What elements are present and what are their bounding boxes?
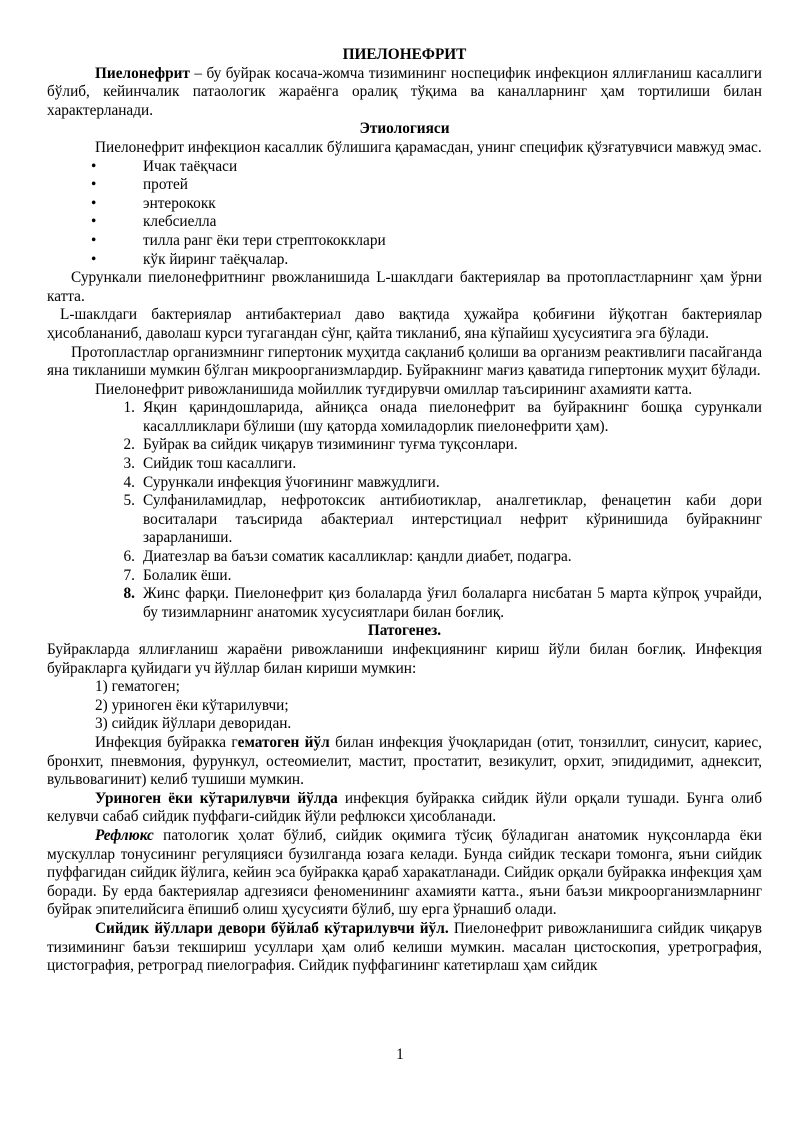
wall-route-term: Сийдик йўллари девори бўйлаб кўтарилувчи йўл. — [95, 919, 449, 937]
reflux-term: Рефлюкс — [95, 826, 154, 844]
list-item: 7. Болалик ёши. — [123, 566, 232, 584]
protoplast-paragraph: Протопластлар организмнинг гипертоник муҳитда сақланиб қолиши ва организм реактивлиги пасайганда яна тикланиши мумкин бўлган микроорганизмлардир. Буйракнинг мағиз қаватида гипертоник муҳит бўлади. — [47, 343, 762, 380]
hematogenous-term: ематоген йўл — [237, 733, 330, 751]
etiology-lead: Пиелонефрит инфекцион касаллик бўлишига қарамасдан, унинг специфик қўзғатувчиси мавжуд эмас. — [95, 138, 762, 156]
etiology-heading: Этиологияси — [359, 120, 450, 138]
routes-list — [47, 678, 762, 734]
list-item: • клебсиелла — [91, 213, 217, 231]
l-forms-detail-paragraph: L-шаклдаги бактериялар антибактериал даво вақтида ҳужайра қобиғини йўқотган бактериялар ҳисоблананиб, даволаш курси тугагандан сўнг, қайта тикланиб, яна кўпайиш ҳусусиятига эга бўлади. — [47, 306, 762, 342]
list-item: 3) сийдик йўллари деворидан. — [95, 715, 292, 733]
pathogen-list — [47, 158, 762, 270]
wall-route-paragraph: Сийдик йўллари девори бўйлаб кўтарилувчи йўл. Пиелонефрит ривожланишига сийдик чиқарув тизимининг баъзи текшириш усуллари ҳам олиб келиши мумкин. масалан цистоскопия, уретрография, цистография, ретроград пиелография. Сийдик пуффагининг катетирлаш ҳам сийдик — [47, 919, 762, 975]
risk-factors-lead: Пиелонефрит ривожланишида мойиллик туғдирувчи омиллар таъсирининг ахамияти катта. — [95, 380, 693, 398]
hematogenous-paragraph: Инфекция буйракка гематоген йўл билан инфекция ўчоқларидан (отит, тонзиллит, синусит, кариес, бронхит, пневмония, фурункул, остеомиелит, мастит, простатит, везикулит, орхит, эпидидимит, аднексит, вульвовагинит) келиб тушиши мумкин. — [47, 733, 762, 789]
list-item: 2. Буйрак ва сийдик чиқарув тизимининг туғма туқсонлари. — [123, 436, 518, 454]
list-item: 1) гематоген; — [95, 678, 180, 696]
list-item: 4. Сурункали инфекция ўчоғининг мавжудлиги. — [123, 473, 440, 491]
list-item: 5. Сулфаниламидлар, нефротоксик антибиотиклар, аналгетиклар, фенацетин каби дори воситалари таъсирида абактериал интерстициал нефрит кўринишида буйракнинг зарарланиши. — [123, 492, 762, 547]
list-item: • Ичак таёқчаси — [91, 157, 238, 175]
list-item: 8. Жинс фарқи. Пиелонефрит қиз болаларда ўғил болаларга нисбатан 5 марта кўпроқ учрайди, бу тизимларнинг анатомик хусусиятлари билан боғлиқ. — [123, 585, 762, 621]
intro-paragraph — [47, 65, 762, 121]
list-item: • энтерококк — [91, 194, 216, 212]
list-item: 6. Диатезлар ва баъзи соматик касалликлар: қандли диабет, подагра. — [123, 548, 572, 566]
pathogenesis-lead: Буйракларда яллиғланиш жараёни ривожланиши инфекциянинг кириш йўли билан боғлиқ. Инфекция буйракларга қуйидаги уч йўллар билан кириши мумкин: — [47, 641, 762, 677]
bullet-icon: • — [91, 176, 97, 194]
page-number: 1 — [396, 1046, 404, 1063]
l-forms-paragraph: Сурункали пиелонефритнинг рвожланишида L-шаклдаги бактериялар ва протопластларнинг ҳам ўрни катта. — [47, 269, 762, 305]
urogenic-paragraph: Уриноген ёки кўтарилувчи йўлда инфекция буйракка сийдик йўли орқали тушади. Бунга олиб келувчи сабаб сийдик пуффаги-сийдик йўли рефлюкси ҳисобланади. — [47, 789, 762, 826]
list-item: 2) уриноген ёки кўтарилувчи; — [95, 696, 289, 714]
bullet-icon: • — [91, 213, 97, 231]
list-item: 1. Яқин қариндошларида, айниқса онада пиелонефрит ва буйракнинг бошқа сурункали касаллликлари бўлиши (шу қаторда хомиладорлик пиелонефрити ҳам). — [123, 399, 762, 435]
pathogenesis-heading: Патогенез. — [367, 622, 442, 640]
bullet-icon: • — [91, 194, 97, 212]
list-item: • кўк йиринг таёқчалар. — [91, 250, 289, 268]
document-page — [47, 46, 762, 976]
intro-text: – бу буйрак косача-жомча тизимининг носпецифик инфекцион яллиғланиш касаллиги бўлиб, кейинчалик патаологик жараёнга оралиқ тўқима ва каналларнинг ҳам тортилиши билан характерланади. — [47, 64, 762, 119]
reflux-paragraph: Рефлюкс патологик ҳолат бўлиб, сийдик оқимига тўсиқ бўладиган анатомик нуқсонларда ёки мускуллар тонусининг регуляцияси бузилганда юзага келади. Бунда сийдик тескари томонга, яъни сийдик пуффагидан сийдик йўлига, кейин эса буйракка қараб харакатланади. Сийдик орқали буйракка инфекция ҳам боради. Бу ерда бактериялар адгезияси феноменининг ахамияти катта., яъни баъзи микроорганизмларнинг буйрак эпителийсига ёпишиб олиш ҳусусияти бўлиб, шу ерга ўрнашиб олади. — [47, 826, 762, 919]
risk-factors-list — [47, 399, 762, 622]
bullet-icon: • — [91, 157, 97, 175]
list-item: 3. Сийдик тош касаллиги. — [123, 455, 297, 473]
document-title: ПИЕЛОНЕФРИТ — [342, 46, 467, 63]
list-item: • протей — [91, 176, 188, 194]
bullet-icon: • — [91, 231, 97, 249]
bullet-icon: • — [91, 250, 97, 268]
list-item: • тилла ранг ёки тери стрептококклари — [91, 231, 386, 249]
intro-term: Пиелонефрит — [95, 64, 190, 82]
urogenic-term: Уриноген ёки кўтарилувчи йўлда — [95, 789, 338, 807]
